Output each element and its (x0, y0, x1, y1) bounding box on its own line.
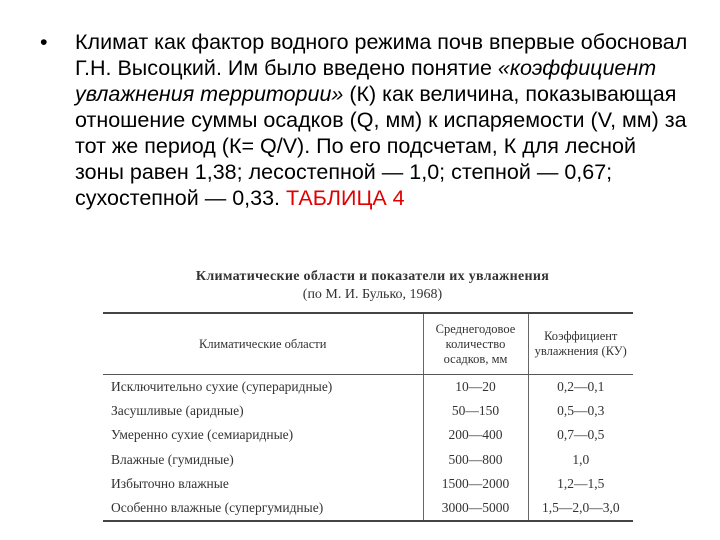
precipitation-cell: 50—150 (423, 399, 528, 423)
region-cell: Исключительно сухие (супераридные) (111, 379, 333, 395)
paragraph-text-1: Климат как фактор водного режима почв впервые обосновал Г.Н. Высоцкий. Им было введено понятие (75, 30, 688, 80)
table-row (103, 448, 633, 472)
table-reference: ТАБЛИЦА 4 (286, 186, 405, 210)
bullet-marker: • (40, 30, 48, 54)
table-source: (по М. И. Булько, 1968) (302, 287, 443, 302)
table-header-row (103, 313, 633, 375)
region-cell: Засушливые (аридные) (111, 403, 244, 419)
table-row (103, 496, 633, 521)
precipitation-cell: 200—400 (423, 423, 528, 447)
climate-table (103, 312, 633, 522)
coefficient-cell: 0,7—0,5 (528, 423, 633, 447)
precipitation-cell: 10—20 (423, 375, 528, 400)
region-cell: Особенно влажные (супергумидные) (103, 496, 423, 521)
coefficient-cell: 0,5—0,3 (528, 399, 633, 423)
region-cell: Умеренно сухие (семиаридные) (111, 427, 294, 443)
precipitation-cell: 3000—5000 (423, 496, 528, 521)
table-row (103, 472, 633, 496)
table-title: Климатические области и показатели их увлажнения (195, 269, 550, 284)
header-precipitation: Среднегодовое количество осадков, мм (423, 313, 528, 375)
precipitation-cell: 500—800 (423, 448, 528, 472)
coefficient-cell: 1,0 (528, 448, 633, 472)
precipitation-cell: 1500—2000 (423, 472, 528, 496)
table-row (103, 399, 633, 423)
coefficient-cell: 1,5—2,0—3,0 (528, 496, 633, 521)
header-moisture-coefficient: Коэффициент увлажнения (КУ) (528, 313, 633, 375)
bullet-paragraph (75, 29, 690, 211)
paragraph-text-2: (К) как величина, показывающая отношение суммы осадков (Q, мм) к испаряемости (V, мм) за тот же период (К= Q/V). По его подсчетам, К для лесной зоны равен 1,38; лесостепной — 1,0; степной — 0,67; сухостепной — 0,33. (75, 82, 687, 210)
region-cell: Избыточно влажные (111, 475, 229, 491)
coefficient-cell: 0,2—0,1 (528, 375, 633, 400)
coefficient-cell: 1,2—1,5 (528, 472, 633, 496)
region-cell: Влажные (гумидные) (111, 451, 234, 467)
table-row (103, 375, 633, 400)
table-row (103, 423, 633, 447)
paragraph-italic-term: «коэффициент увлажнения территории» (75, 56, 657, 106)
header-climate-regions: Климатические области (103, 313, 423, 375)
table-caption (100, 268, 645, 304)
climate-table-container (103, 312, 633, 528)
slide-body (40, 29, 690, 211)
